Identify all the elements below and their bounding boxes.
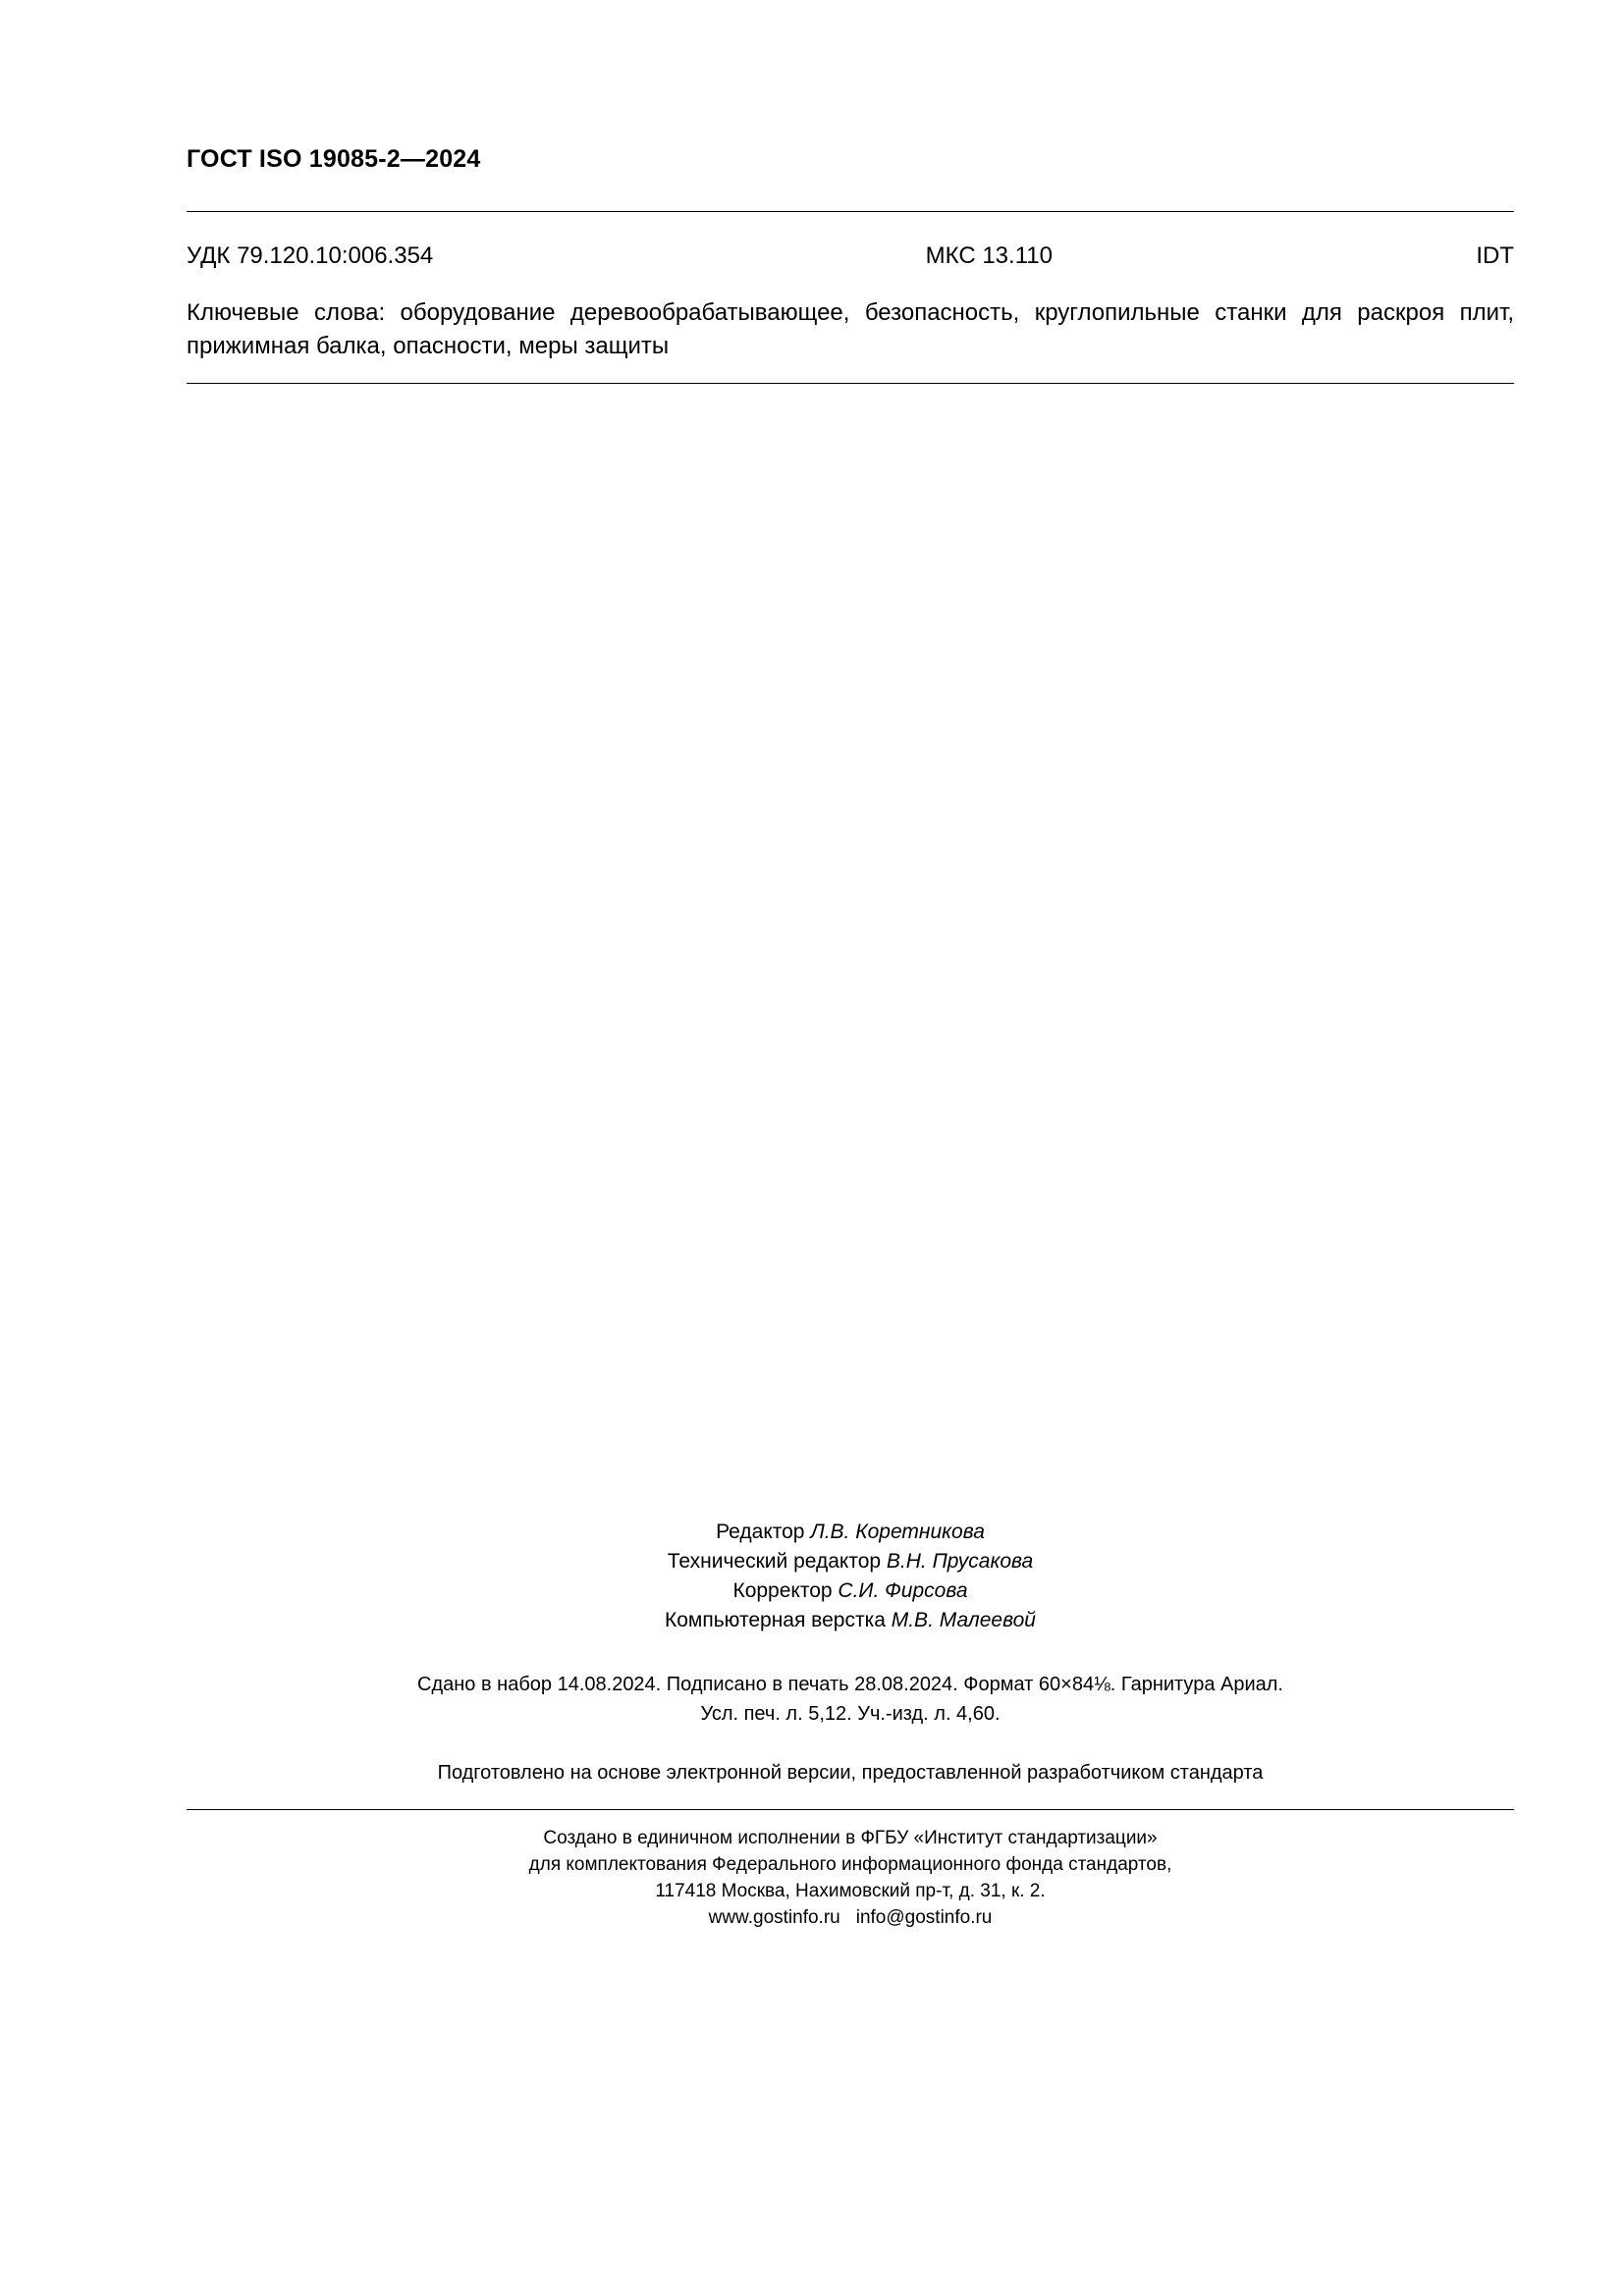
- imprint-line: [187, 1547, 1514, 1576]
- imprint-block: [187, 1518, 1514, 1634]
- imprint-line: [187, 1576, 1514, 1606]
- website-link[interactable]: www.gostinfo.ru: [708, 1907, 840, 1929]
- imprint-name: С.И. Фирсова: [838, 1578, 968, 1602]
- imprint-line: [187, 1606, 1514, 1635]
- footer-line-3: 117418 Москва, Нахимовский пр-т, д. 31, к. 2.: [655, 1881, 1046, 1902]
- footer-line-2: для комплектования Федерального информационного фонда стандартов,: [528, 1854, 1172, 1876]
- divider-footer: [187, 1809, 1514, 1810]
- divider-top: [187, 211, 1514, 212]
- imprint-role: Редактор: [716, 1521, 811, 1544]
- idt-marker: IDT: [1476, 242, 1514, 269]
- print-info-line-1: Сдано в набор 14.08.2024. Подписано в печать 28.08.2024. Формат 60×84⅛. Гарнитура Ариал.: [417, 1674, 1283, 1696]
- classification-row: [187, 242, 1514, 270]
- imprint-name: В.Н. Прусакова: [886, 1549, 1034, 1573]
- page-content: [187, 0, 1514, 1932]
- divider-bottom: [187, 383, 1514, 384]
- footer-line-1: Создано в единичном исполнении в ФГБУ «Институт стандартизации»: [543, 1828, 1158, 1849]
- footer-contacts: [187, 1905, 1514, 1932]
- imprint-role: Компьютерная верстка: [665, 1608, 892, 1631]
- imprint-name: Л.В. Коретникова: [810, 1521, 985, 1544]
- imprint-role: Корректор: [732, 1578, 839, 1602]
- mks-code: МКС 13.110: [925, 242, 1053, 269]
- imprint-role: Технический редактор: [667, 1549, 887, 1573]
- imprint-line: [187, 1518, 1514, 1547]
- print-info-line-2: Усл. печ. л. 5,12. Уч.-изд. л. 4,60.: [700, 1703, 1001, 1726]
- udk-code: УДК 79.120.10:006.354: [187, 242, 434, 269]
- prepared-note: Подготовлено на основе электронной версии, предоставленной разработчиком стандарта: [437, 1762, 1264, 1785]
- keywords-paragraph: Ключевые слова: оборудование деревообрабатывающее, безопасность, круглопильные станки для раскроя плит, прижимная балка, опасности, меры защиты: [187, 299, 1514, 360]
- footer-block: [187, 1826, 1514, 1932]
- print-info: [187, 1670, 1514, 1729]
- imprint-name: М.В. Малеевой: [891, 1608, 1036, 1631]
- email-link[interactable]: info@gostinfo.ru: [855, 1907, 993, 1929]
- page-title: ГОСТ ISO 19085-2—2024: [187, 145, 481, 173]
